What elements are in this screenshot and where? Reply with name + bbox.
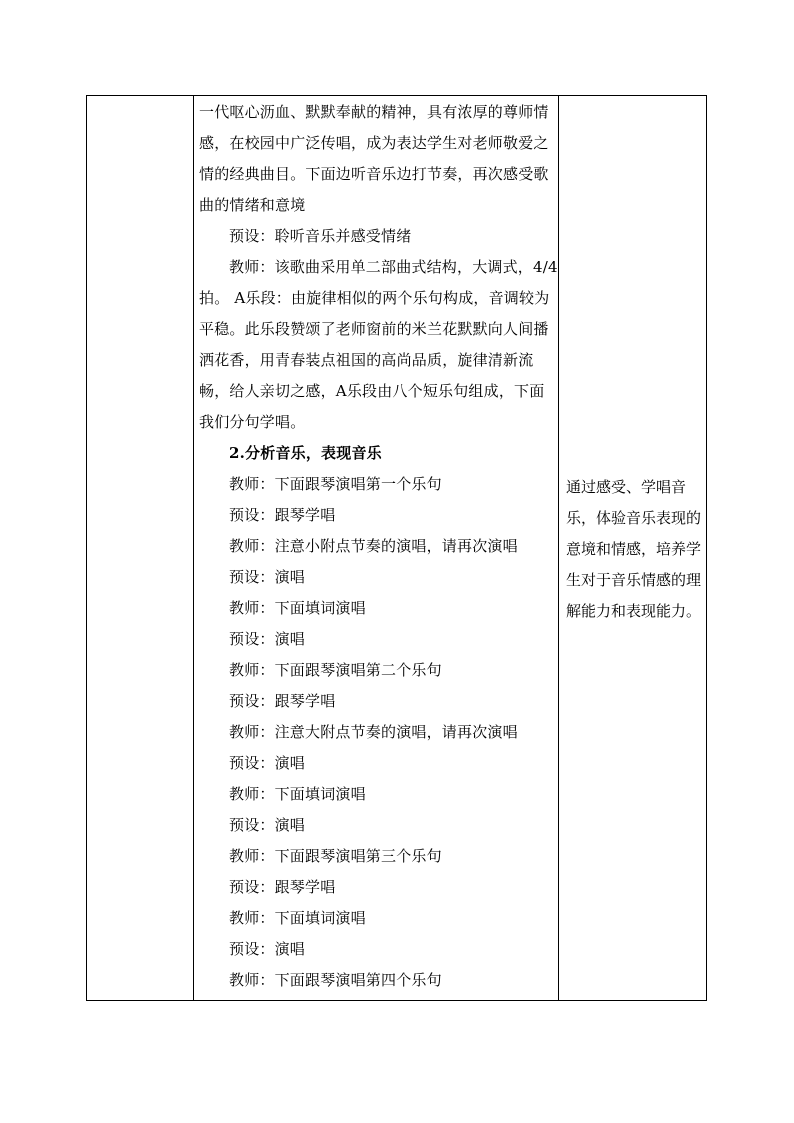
dialogue-line: 教师：下面填词演唱 — [229, 599, 366, 617]
dialogue-line: 预设：跟琴学唱 — [229, 878, 336, 896]
dialogue-line: 教师：注意大附点节奏的演唱，请再次演唱 — [229, 723, 518, 741]
dialogue-line: 教师：下面跟琴演唱第四个乐句 — [229, 971, 442, 989]
dialogue-line: 预设：跟琴学唱 — [229, 506, 336, 524]
lesson-table — [86, 95, 707, 1001]
dialogue-line: 教师：下面填词演唱 — [229, 909, 366, 927]
dialogue-line: 预设：演唱 — [229, 754, 306, 772]
dialogue-line: 预设：演唱 — [229, 940, 306, 958]
dialogue-line: 教师：下面跟琴演唱第三个乐句 — [229, 847, 442, 865]
dialogue-line: 教师：注意小附点节奏的演唱，请再次演唱 — [229, 537, 518, 555]
dialogue-line: 教师：下面跟琴演唱第一个乐句 — [229, 475, 442, 493]
design-intent-text: 通过感受、学唱音乐，体验音乐表现的意境和情感，培养学生对于音乐情感的理解能力和表现能力。 — [566, 478, 702, 620]
design-intent-cell — [559, 472, 707, 627]
paragraph-preset: 预设：聆听音乐并感受情绪 — [229, 227, 412, 245]
dialogue-line: 教师：下面跟琴演唱第二个乐句 — [229, 661, 442, 679]
dialogue-line: 预设：演唱 — [229, 630, 306, 648]
process-cell — [194, 96, 558, 996]
paragraph-teacher-analysis: 教师：该歌曲采用单二部曲式结构，大调式，4/4拍。 A乐段：由旋律相似的两个乐句构成，音调较为平稳。此乐段赞颂了老师窗前的米兰花默默向人间播洒花香，用青春装点祖国的高尚品质，旋律清新流畅，给人亲切之感，A乐段由八个短乐句组成，下面我们分句学唱。 — [199, 258, 558, 431]
dialogue-line: 教师：下面填词演唱 — [229, 785, 366, 803]
paragraph-intro: 一代呕心沥血、默默奉献的精神，具有浓厚的尊师情感，在校园中广泛传唱，成为表达学生对老师敬爱之情的经典曲目。下面边听音乐边打节奏，再次感受歌曲的情绪和意境 — [199, 103, 549, 214]
dialogue-line: 预设：跟琴学唱 — [229, 692, 336, 710]
dialogue-line: 预设：演唱 — [229, 816, 306, 834]
dialogue-line: 预设：演唱 — [229, 568, 306, 586]
section-heading: 2.分析音乐，表现音乐 — [229, 444, 382, 462]
